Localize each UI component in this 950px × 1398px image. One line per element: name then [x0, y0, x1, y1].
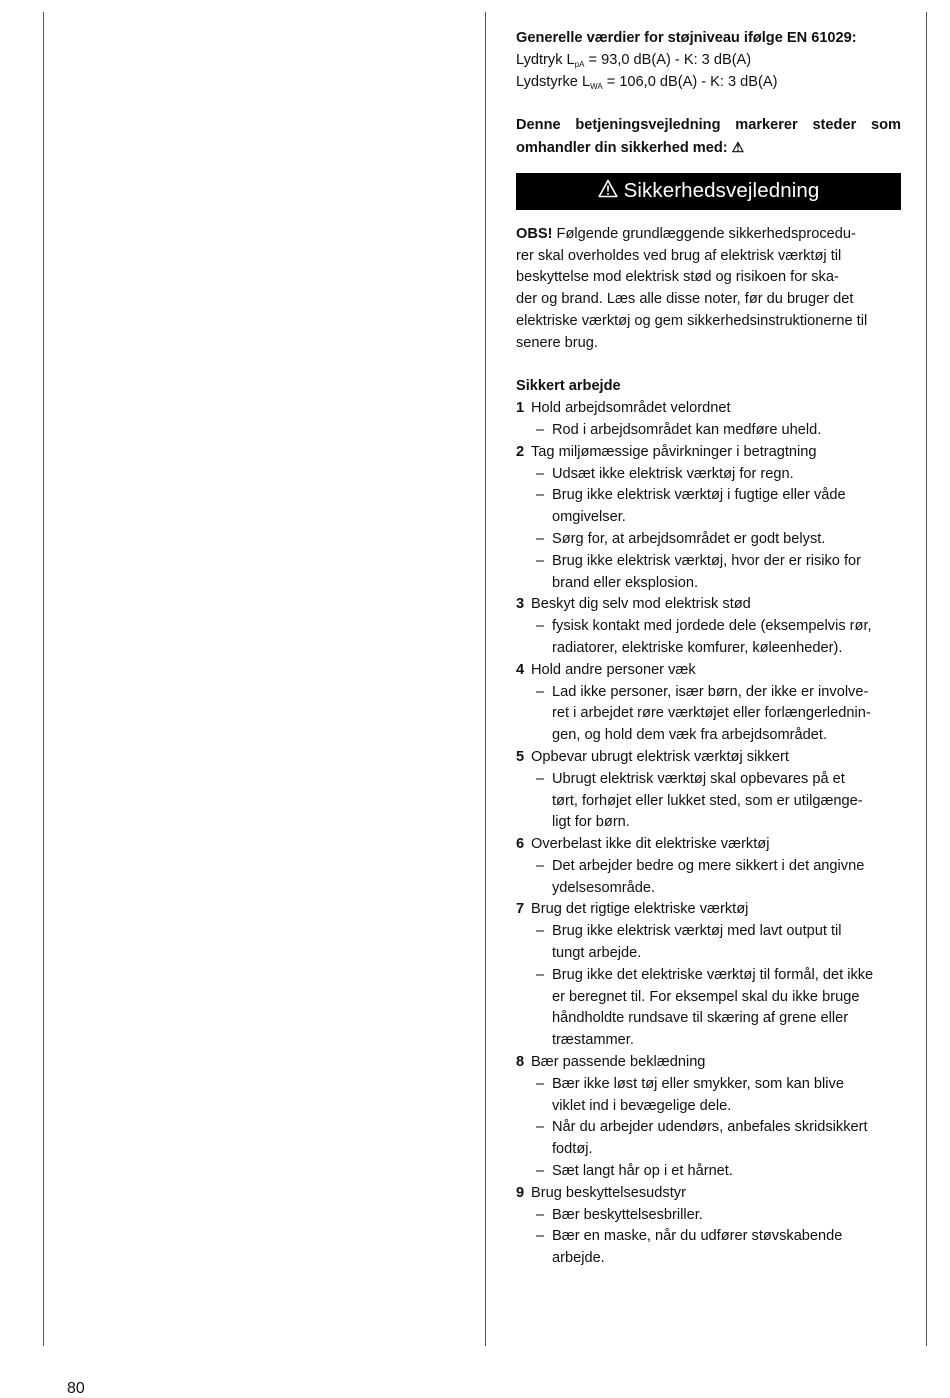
- sub-item-text: [552, 965, 901, 1052]
- sub-item-line: fodtøj.: [552, 1141, 593, 1158]
- sub-item-line: radiatorer, elektriske komfurer, køleenheder).: [552, 639, 843, 656]
- sub-item-line: ret i arbejdet røre værktøjet eller forlængerlednin-: [552, 705, 871, 722]
- safety-banner: [516, 173, 901, 210]
- warning-triangle-icon: ⚠: [731, 138, 745, 155]
- dash-bullet: –: [536, 465, 545, 482]
- sub-item-line: tungt arbejde.: [552, 945, 642, 962]
- item-title: Opbevar ubrugt elektrisk værktøj sikkert: [531, 748, 789, 765]
- warning-triangle-icon: [598, 179, 618, 203]
- right-column-rule: [926, 12, 927, 1346]
- sub-item-line: Bær beskyttelsesbriller.: [552, 1206, 703, 1223]
- sub-item-text: [552, 921, 901, 965]
- sub-item-text: [552, 1205, 901, 1227]
- sub-item-line: Ubrugt elektrisk værktøj skal opbevares på et: [552, 770, 845, 787]
- sub-item-line: Brug ikke det elektriske værktøj til formål, det ikke: [552, 966, 874, 983]
- item-number: 3: [516, 596, 525, 613]
- list-item: [516, 594, 901, 616]
- sub-item-text: [552, 485, 901, 529]
- dash-bullet: –: [536, 1228, 545, 1245]
- list-item: [516, 747, 901, 769]
- item-number: 4: [516, 661, 525, 678]
- obs-line: rer skal overholdes ved brug af elektrisk værktøj til: [516, 247, 842, 264]
- sub-item-text: [552, 420, 901, 442]
- sub-item-line: ligt for børn.: [552, 814, 630, 831]
- sub-item: [516, 1205, 901, 1227]
- sub-item-line: viklet ind i bevægelige dele.: [552, 1097, 732, 1114]
- sub-item-line: gen, og hold dem væk fra arbejdsområdet.: [552, 727, 828, 744]
- sub-item-line: brand eller eksplosion.: [552, 574, 699, 591]
- obs-paragraph: [516, 224, 901, 355]
- item-title: Brug det rigtige elektriske værktøj: [531, 901, 749, 918]
- list-item: [516, 660, 901, 682]
- sub-item-line: Brug ikke elektrisk værktøj i fugtige eller våde: [552, 487, 846, 504]
- dash-bullet: –: [536, 770, 545, 787]
- noise-values: [516, 28, 901, 93]
- item-number: 8: [516, 1054, 525, 1071]
- sub-item-text: [552, 529, 901, 551]
- sub-item-text: [552, 464, 901, 486]
- dash-bullet: –: [536, 530, 545, 547]
- dash-bullet: –: [536, 1163, 545, 1180]
- sub-item-line: Lad ikke personer, især børn, der ikke er involve-: [552, 683, 869, 700]
- sub-item: [516, 464, 901, 486]
- item-number: 2: [516, 443, 525, 460]
- sub-item-line: omgivelser.: [552, 509, 626, 526]
- sub-item: [516, 529, 901, 551]
- item-title: Brug beskyttelsesudstyr: [531, 1184, 686, 1201]
- sub-item-line: Bær ikke løst tøj eller smykker, som kan blive: [552, 1075, 844, 1092]
- obs-label: OBS!: [516, 225, 553, 242]
- sub-item: [516, 1074, 901, 1118]
- dash-bullet: –: [536, 1119, 545, 1136]
- sub-item-line: Sæt langt hår op i et hårnet.: [552, 1163, 733, 1180]
- sub-item-line: er beregnet til. For eksempel skal du ikke bruge: [552, 988, 860, 1005]
- sub-item-text: [552, 1117, 901, 1161]
- sub-item-text: [552, 856, 901, 900]
- sub-item: [516, 856, 901, 900]
- dash-bullet: –: [536, 1075, 545, 1092]
- list-item: [516, 834, 901, 856]
- sub-item-line: Brug ikke elektrisk værktøj med lavt output til: [552, 923, 842, 940]
- sub-item: [516, 485, 901, 529]
- safety-items-list: [516, 398, 901, 1270]
- list-item: [516, 1052, 901, 1074]
- sub-item: [516, 921, 901, 965]
- item-title: Tag miljømæssige påvirkninger i betragtning: [531, 443, 817, 460]
- sub-item-line: Sørg for, at arbejdsområdet er godt belyst.: [552, 530, 826, 547]
- item-title: Hold arbejdsområdet velordnet: [531, 400, 731, 417]
- obs-line: OBS! Følgende grundlæggende sikkerhedsprocedu-: [516, 225, 856, 242]
- sub-item-line: Udsæt ikke elektrisk værktøj for regn.: [552, 465, 794, 482]
- sound-power-line: Lydstyrke $L_{WA} = 106,0$ dB(A) - K: 3 dB(A): [516, 73, 778, 91]
- list-item: [516, 899, 901, 921]
- obs-line: senere brug.: [516, 334, 598, 351]
- banner-title: Sikkerhedsvejledning: [623, 179, 820, 203]
- sub-item-line: Rod i arbejdsområdet kan medføre uheld.: [552, 421, 822, 438]
- item-number: 7: [516, 901, 525, 918]
- item-number: 9: [516, 1184, 525, 1201]
- obs-line: elektriske værktøj og gem sikkerhedsinstruktionerne til: [516, 312, 868, 329]
- sub-item: [516, 1117, 901, 1161]
- sub-item: [516, 965, 901, 1052]
- dash-bullet: –: [536, 552, 545, 569]
- sub-item-line: tørt, forhøjet eller lukket sted, som er utilgænge-: [552, 792, 863, 809]
- item-title: Overbelast ikke dit elektriske værktøj: [531, 836, 770, 853]
- sub-item: [516, 769, 901, 834]
- left-column-rule: [43, 12, 44, 1346]
- item-number: 5: [516, 748, 525, 765]
- sub-item-text: [552, 1074, 901, 1118]
- sub-item-line: arbejde.: [552, 1250, 605, 1267]
- safety-marker-note: Denne betjeningsvejledning markerer steder som omhandler din sikkerhed med: ⚠: [516, 115, 901, 160]
- dash-bullet: –: [536, 966, 545, 983]
- sub-item: [516, 1226, 901, 1270]
- sub-item-line: Når du arbejder udendørs, anbefales skridsikkert: [552, 1119, 868, 1136]
- list-item: [516, 442, 901, 464]
- sub-item-text: [552, 1161, 901, 1183]
- dash-bullet: –: [536, 923, 545, 940]
- item-number: 6: [516, 836, 525, 853]
- dash-bullet: –: [536, 683, 545, 700]
- sound-pressure-line: Lydtryk $L_{pA} = 93,0$ dB(A) - K: 3 dB(A): [516, 51, 752, 69]
- right-text-column: [516, 28, 901, 1270]
- sub-item-text: [552, 551, 901, 595]
- dash-bullet: –: [536, 857, 545, 874]
- sub-item-text: [552, 769, 901, 834]
- center-column-rule: [485, 12, 486, 1346]
- item-title: Bær passende beklædning: [531, 1054, 706, 1071]
- dash-bullet: –: [536, 487, 545, 504]
- sub-item-line: Bær en maske, når du udfører støvskabende: [552, 1228, 843, 1245]
- obs-line: der og brand. Læs alle disse noter, før du bruger det: [516, 291, 854, 308]
- section-title: Sikkert arbejde: [516, 378, 621, 395]
- noise-heading: Generelle værdier for støjniveau ifølge EN 61029:: [516, 30, 857, 46]
- item-number: 1: [516, 400, 525, 417]
- dash-bullet: –: [536, 421, 545, 438]
- list-item: [516, 1183, 901, 1205]
- sub-item: [516, 682, 901, 747]
- list-item: [516, 398, 901, 420]
- sub-item: [516, 616, 901, 660]
- sub-item-line: Brug ikke elektrisk værktøj, hvor der er risiko for: [552, 552, 861, 569]
- sub-item-text: [552, 682, 901, 747]
- sub-item-line: håndholdte rundsave til skæring af grene eller: [552, 1010, 849, 1027]
- sub-item-line: træstammer.: [552, 1032, 634, 1049]
- obs-line: beskyttelse mod elektrisk stød og risikoen for ska-: [516, 269, 839, 286]
- sub-item-line: fysisk kontakt med jordede dele (eksempelvis rør,: [552, 618, 872, 635]
- sub-item-line: ydelsesområde.: [552, 879, 656, 896]
- sub-item: [516, 420, 901, 442]
- item-title: Hold andre personer væk: [531, 661, 696, 678]
- sub-item: [516, 551, 901, 595]
- sub-item-line: Det arbejder bedre og mere sikkert i det angivne: [552, 857, 865, 874]
- sub-item-text: [552, 1226, 901, 1270]
- dash-bullet: –: [536, 618, 545, 635]
- item-title: Beskyt dig selv mod elektrisk stød: [531, 596, 751, 613]
- page-number: 80: [67, 1380, 85, 1397]
- sub-item: [516, 1161, 901, 1183]
- dash-bullet: –: [536, 1206, 545, 1223]
- sub-item-text: [552, 616, 901, 660]
